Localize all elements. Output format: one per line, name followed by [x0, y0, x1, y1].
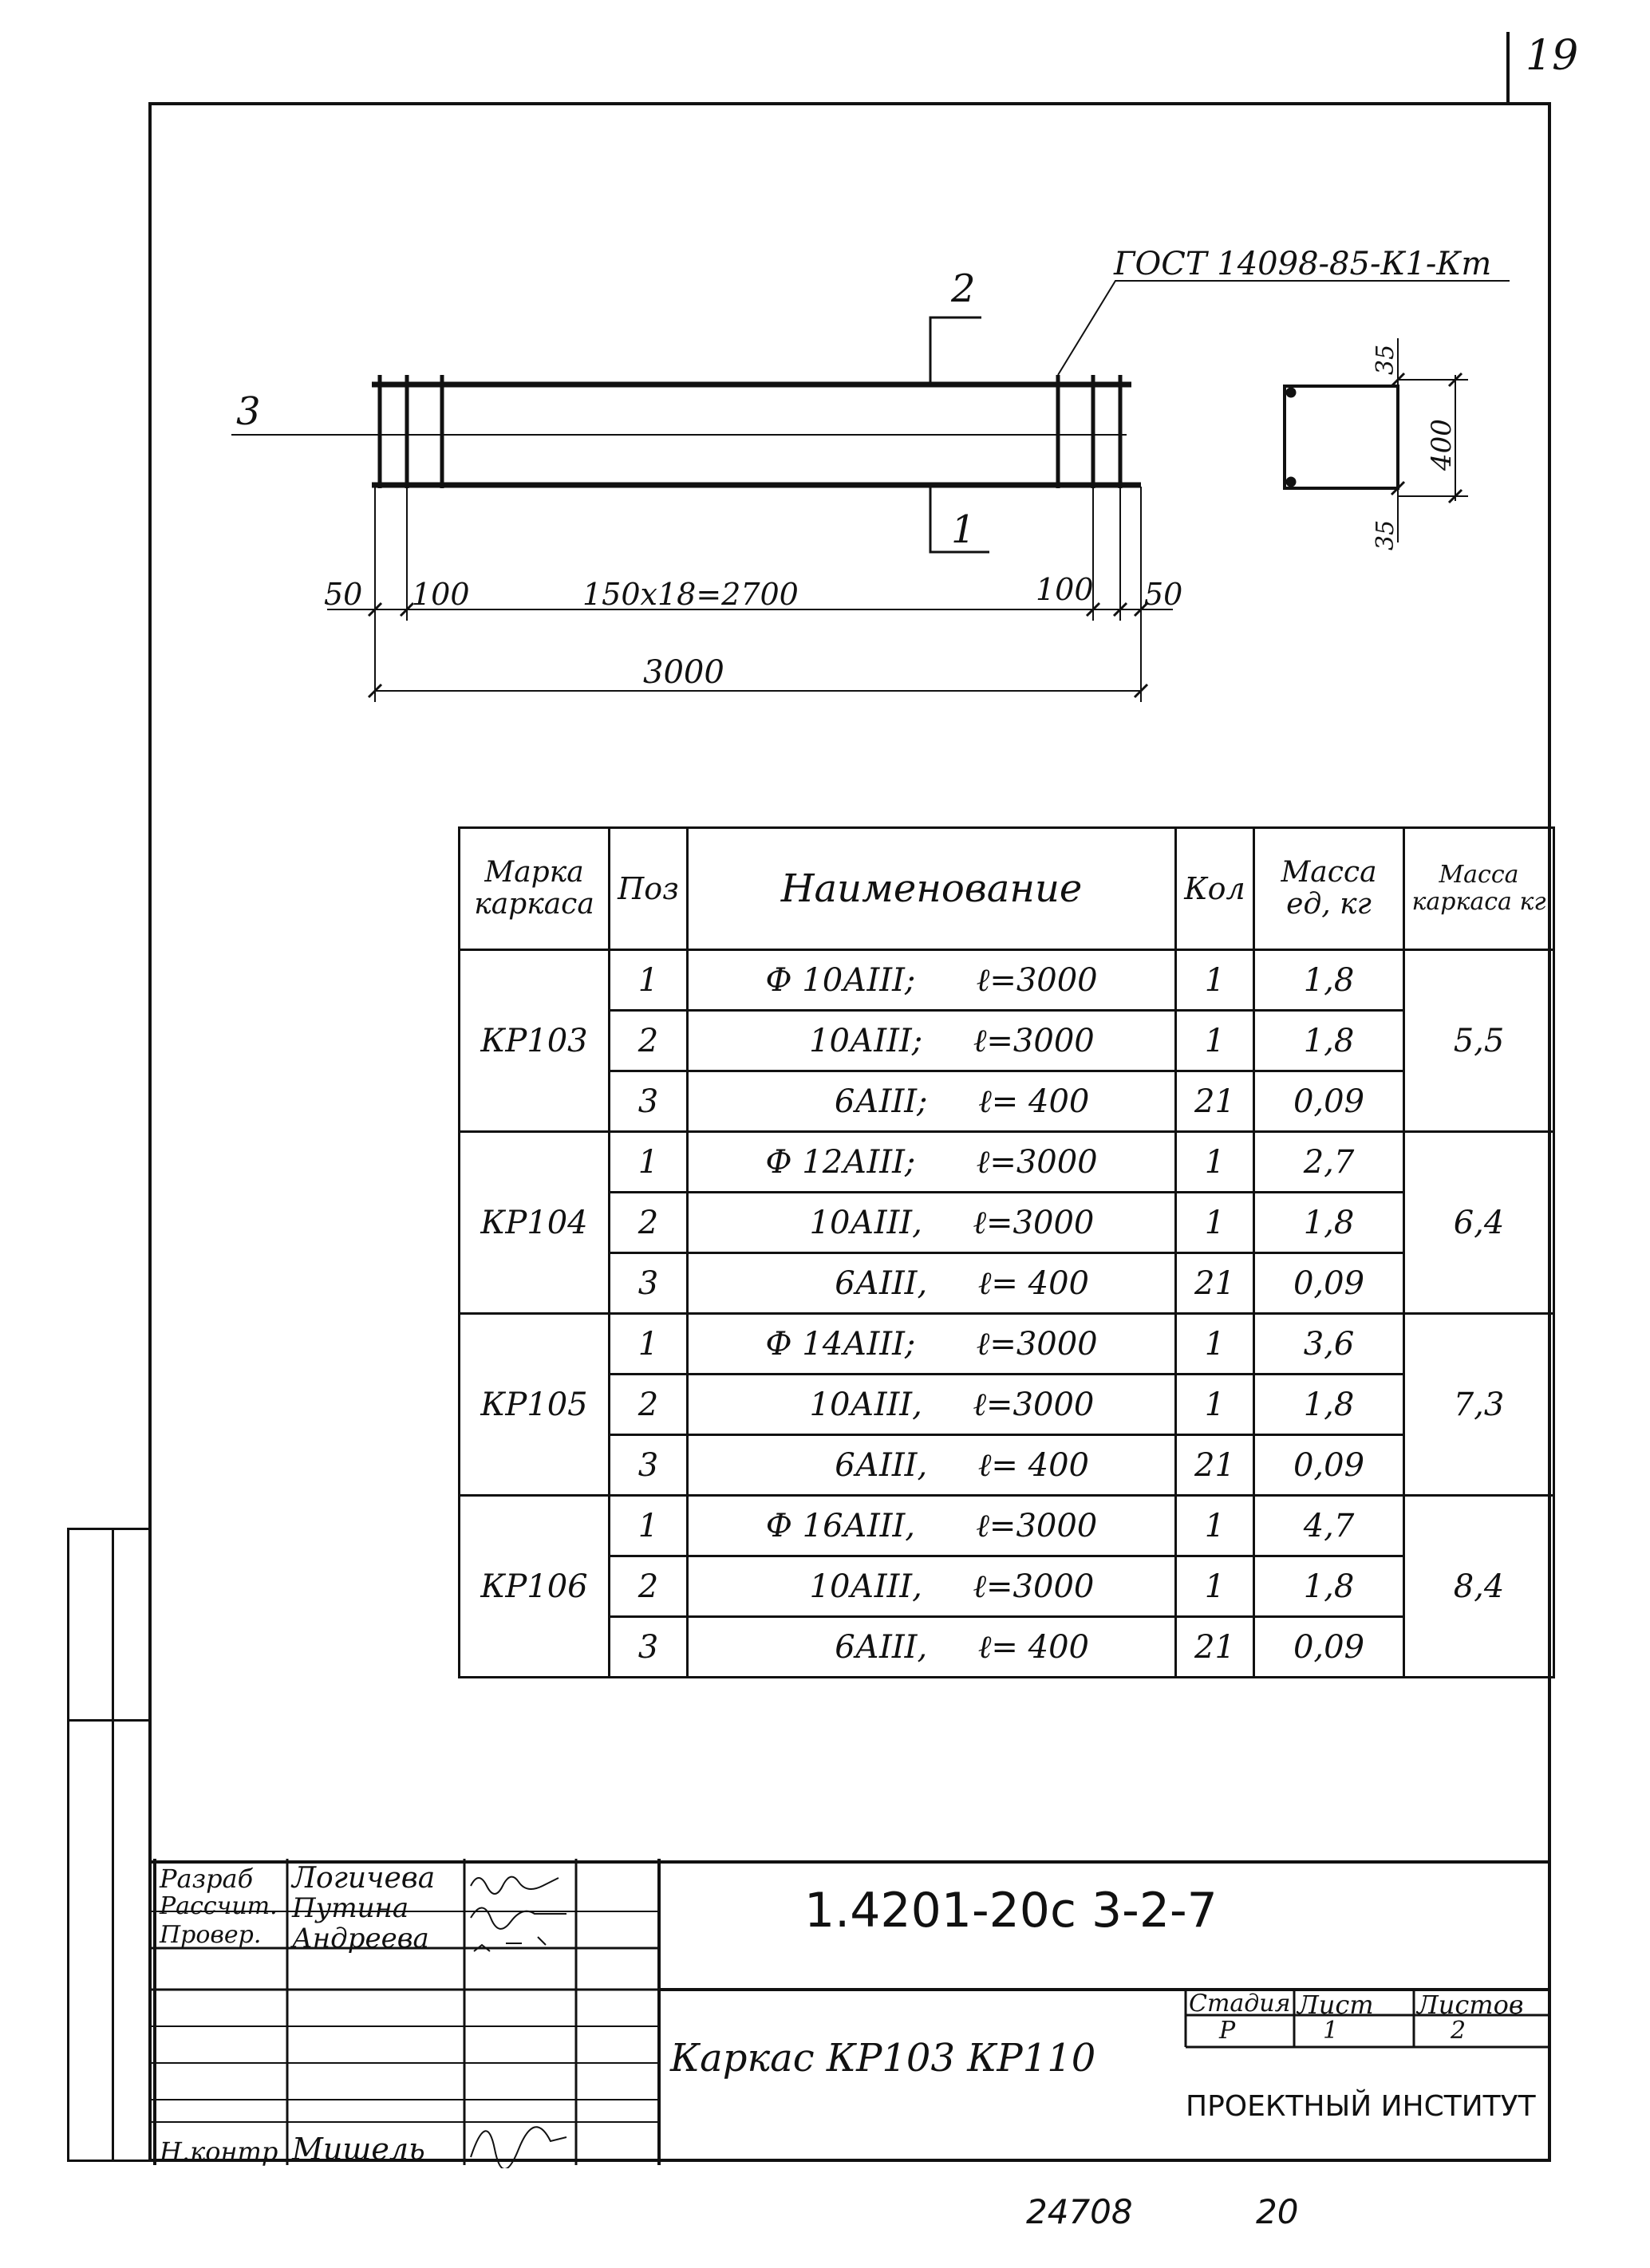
cell-qty: 1: [1176, 1314, 1254, 1375]
callout-3: 3: [236, 389, 261, 434]
table-row: [460, 1071, 1554, 1132]
cell-poz: 2: [610, 1011, 688, 1071]
cell-name: 10АIII, ℓ=3000: [688, 1556, 1176, 1617]
sheets-value: 2: [1451, 2017, 1466, 2045]
table-row: [460, 1375, 1554, 1435]
header-name: Наименование: [688, 828, 1176, 950]
sheet-label: Лист: [1297, 1990, 1374, 2020]
cell-qty: 21: [1176, 1253, 1254, 1314]
cell-name: Ф 14АIII; ℓ=3000: [688, 1314, 1176, 1375]
cell-qty: 1: [1176, 1556, 1254, 1617]
cell-mass-unit: 0,09: [1254, 1071, 1404, 1132]
cell-poz: 1: [610, 950, 688, 1011]
specification-table: [458, 826, 1555, 1678]
table-row: [460, 1496, 1554, 1556]
cell-mass-frame: 8,4: [1404, 1496, 1554, 1678]
name-calculator: Путина: [292, 1892, 409, 1924]
cell-qty: 1: [1176, 1132, 1254, 1193]
cell-mass-unit: 2,7: [1254, 1132, 1404, 1193]
header-qty: Кол: [1176, 828, 1254, 950]
cell-mass-unit: 1,8: [1254, 1556, 1404, 1617]
table-row: [460, 1435, 1554, 1496]
cell-name: 6АIII, ℓ= 400: [688, 1617, 1176, 1678]
role-checker: Провер.: [160, 1921, 262, 1949]
cell-mass-unit: 1,8: [1254, 1375, 1404, 1435]
cell-mass-unit: 1,8: [1254, 1193, 1404, 1253]
cell-poz: 2: [610, 1556, 688, 1617]
cell-mass-frame: 6,4: [1404, 1132, 1554, 1314]
binding-strip-divider: [112, 1528, 114, 2162]
dim-50-right: 50: [1144, 577, 1183, 612]
cell-mass-unit: 1,8: [1254, 1011, 1404, 1071]
sheet-number: 19: [1526, 32, 1579, 80]
callout-1: 1: [951, 507, 976, 552]
cell-qty: 1: [1176, 1375, 1254, 1435]
dim-mid: 150x18=2700: [582, 577, 799, 612]
cell-mass-unit: 0,09: [1254, 1617, 1404, 1678]
cell-poz: 1: [610, 1132, 688, 1193]
cell-poz: 3: [610, 1253, 688, 1314]
dim-100-right: 100: [1036, 572, 1094, 607]
cell-name: 10АIII; ℓ=3000: [688, 1011, 1176, 1071]
table-row: [460, 1617, 1554, 1678]
header-marka: Марка каркаса: [460, 828, 610, 950]
callout-2: 2: [951, 266, 976, 311]
cell-mass-frame: 5,5: [1404, 950, 1554, 1132]
cell-mass-unit: 0,09: [1254, 1253, 1404, 1314]
table-row: [460, 1253, 1554, 1314]
header-mass-unit: Масса ед, кг: [1254, 828, 1404, 950]
cell-name: Ф 10АIII; ℓ=3000: [688, 950, 1176, 1011]
sheet-value: 1: [1323, 2017, 1339, 2045]
name-checker: Андреева: [292, 1923, 429, 1954]
table-row: [460, 1556, 1554, 1617]
cell-name: Ф 12АIII; ℓ=3000: [688, 1132, 1176, 1193]
dim-section-height: 400: [1426, 419, 1458, 471]
cell-name: Ф 16АIII, ℓ=3000: [688, 1496, 1176, 1556]
rebar-frame-drawing: [0, 0, 1650, 798]
footer-right: 20: [1256, 2192, 1299, 2231]
cell-name: 6АIII, ℓ= 400: [688, 1435, 1176, 1496]
binding-strip-separator: [67, 1719, 152, 1722]
stage-value: Р: [1219, 2017, 1236, 2045]
cell-mass-unit: 4,7: [1254, 1496, 1404, 1556]
cell-qty: 1: [1176, 950, 1254, 1011]
signatures: [463, 1862, 574, 2168]
cell-name: 10АIII, ℓ=3000: [688, 1375, 1176, 1435]
cell-marka: КР106: [460, 1496, 610, 1678]
name-norm-control: Мишель: [292, 2132, 425, 2167]
dim-50-left: 50: [324, 577, 363, 612]
dim-section-top: 35: [1372, 344, 1399, 375]
dim-total: 3000: [643, 654, 724, 691]
table-row: [460, 1314, 1554, 1375]
cell-poz: 2: [610, 1193, 688, 1253]
cell-qty: 21: [1176, 1071, 1254, 1132]
cell-qty: 21: [1176, 1435, 1254, 1496]
dim-section-bottom: 35: [1372, 519, 1399, 550]
cell-mass-unit: 1,8: [1254, 950, 1404, 1011]
header-mass-frame: Масса каркаса кг: [1404, 828, 1554, 950]
cell-qty: 21: [1176, 1617, 1254, 1678]
role-developer: Разраб: [160, 1864, 254, 1894]
cell-mass-unit: 3,6: [1254, 1314, 1404, 1375]
table-row: [460, 1011, 1554, 1071]
cell-name: 6АIII; ℓ= 400: [688, 1071, 1176, 1132]
table-row: [460, 1132, 1554, 1193]
cell-mass-frame: 7,3: [1404, 1314, 1554, 1496]
cell-poz: 3: [610, 1617, 688, 1678]
table-row: [460, 1193, 1554, 1253]
cell-poz: 1: [610, 1496, 688, 1556]
cell-marka: КР105: [460, 1314, 610, 1496]
footer-left: 24708: [1026, 2192, 1133, 2231]
role-norm-control: Н.контр: [160, 2136, 278, 2167]
binding-strip: [67, 1528, 152, 2162]
cell-qty: 1: [1176, 1193, 1254, 1253]
name-developer: Логичева: [292, 1862, 436, 1895]
role-calculator: Рассчит.: [160, 1892, 278, 1920]
cell-poz: 3: [610, 1071, 688, 1132]
cell-marka: КР103: [460, 950, 610, 1132]
stage-label: Стадия: [1189, 1990, 1291, 2018]
cell-qty: 1: [1176, 1496, 1254, 1556]
document-code: 1.4201-20с 3-2-7: [804, 1883, 1218, 1939]
weld-note: ГОСТ 14098-85-К1-Кт: [1114, 246, 1492, 282]
sheets-label: Листов: [1417, 1990, 1524, 2020]
cell-poz: 2: [610, 1375, 688, 1435]
dim-100-left: 100: [412, 577, 470, 612]
cell-name: 6АIII, ℓ= 400: [688, 1253, 1176, 1314]
header-poz: Поз: [610, 828, 688, 950]
document-title: Каркас КР103 КР110: [670, 2036, 1096, 2081]
table-row: [460, 950, 1554, 1011]
cell-qty: 1: [1176, 1011, 1254, 1071]
organization: ПРОЕКТНЫЙ ИНСТИТУТ: [1186, 2090, 1536, 2123]
cell-poz: 1: [610, 1314, 688, 1375]
cell-marka: КР104: [460, 1132, 610, 1314]
cell-name: 10АIII, ℓ=3000: [688, 1193, 1176, 1253]
cell-poz: 3: [610, 1435, 688, 1496]
cell-mass-unit: 0,09: [1254, 1435, 1404, 1496]
